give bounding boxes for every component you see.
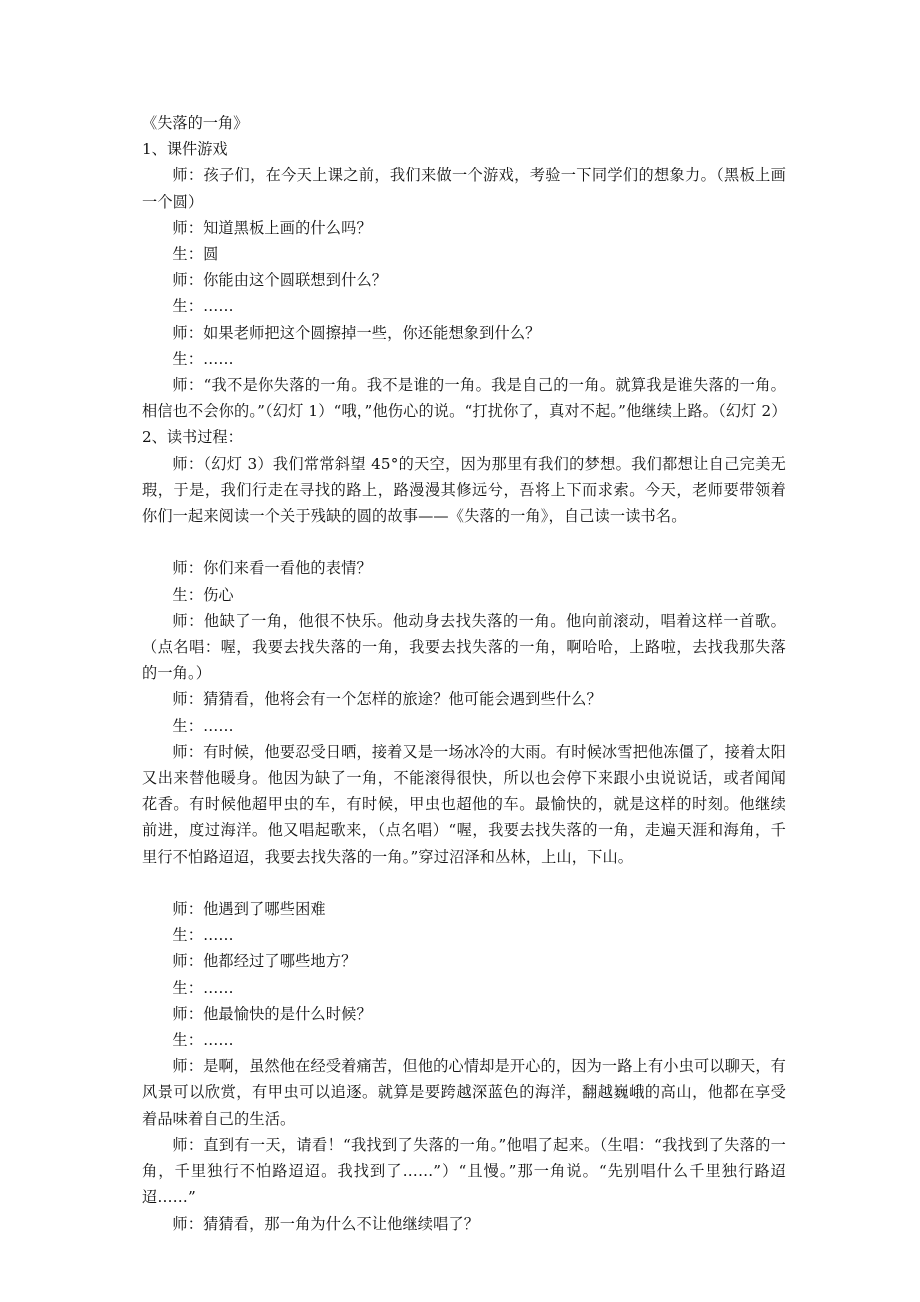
paragraph: 生：伤心 — [172, 585, 234, 604]
paragraph: 师：猜猜看，那一角为什么不让他继续唱了？ — [172, 1214, 480, 1233]
paragraph: 生：…… — [172, 1031, 234, 1050]
paragraph: 师：（幻灯 3）我们常常斜望 45°的天空，因为那里有我们的梦想。我们都想让自己完美无瑕，于是，我们行走在寻找的路上，路漫漫其修远兮，吾将上下而求索。今天，老师要带领着你们一起来阅读一个关于残缺的圆的故事——《失落的一角》，自己读一读书名。 — [142, 454, 786, 526]
paragraph: 生：…… — [172, 978, 234, 997]
paragraph: 师：你能由这个圆联想到什么？ — [172, 271, 388, 290]
paragraph: 师：如果老师把这个圆擦掉一些，你还能想象到什么？ — [172, 323, 541, 342]
paragraph: 生：…… — [172, 297, 234, 316]
paragraph: 师：是啊，虽然他在经受着痛苦，但他的心情却是开心的，因为一路上有小虫可以聊天，有风景可以欣赏，有甲虫可以追逐。就算是要跨越深蓝色的海洋，翻越巍峨的高山，他都在享受着品味着自己的生活。 — [142, 1057, 786, 1128]
paragraph: 师：“我不是你失落的一角。我不是谁的一角。我是自己的一角。就算我是谁失落的一角。相信也不会你的。”（幻灯 1）“哦，”他伤心的说。“打扰你了，真对不起。”他继续上路。（幻灯 2） — [142, 376, 787, 421]
paragraph: 师：他缺了一角，他很不快乐。他动身去找失落的一角。他向前滚动，唱着这样一首歌。（点名唱：喔，我要去找失落的一角，我要去找失落的一角，啊哈哈，上路啦，去找我那失落的一角。） — [142, 611, 786, 683]
document-text-body — [142, 110, 786, 1237]
section-heading-2: 2、读书过程： — [142, 428, 243, 447]
paragraph: 师：你们来看一看他的表情？ — [172, 559, 372, 578]
paragraph: 师：直到有一天，请看！“我找到了失落的一角。”他唱了起来。（生唱：“我找到了失落的一角，千里独行不怕路迢迢。我找到了……”）“且慢。”那一角说。“先别唱什么千里独行路迢迢……” — [142, 1135, 786, 1207]
paragraph: 生：…… — [172, 349, 234, 368]
paragraph: 生：…… — [172, 926, 234, 945]
paragraph: 生：圆 — [172, 245, 219, 264]
paragraph: 师：有时候，他要忍受日晒，接着又是一场冰冷的大雨。有时候冰雪把他冻僵了，接着太阳又出来替他暖身。他因为缺了一角，不能滚得很快，所以也会停下来跟小虫说说话，或者闻闻花香。有时候他超甲虫的车，有时候，甲虫也超他的车。最愉快的，就是这样的时刻。他继续前进，度过海洋。他又唱起歌来，（点名唱）“喔，我要去找失落的一角，走遍天涯和海角，千里行不怕路迢迢，我要去找失落的一角。”穿过沼泽和丛林，上山，下山。 — [142, 742, 786, 866]
blank-line — [142, 529, 786, 555]
paragraph: 师：猜猜看，他将会有一个怎样的旅途？他可能会遇到些什么？ — [172, 690, 602, 709]
paragraph: 师：孩子们，在今天上课之前，我们来做一个游戏，考验一下同学们的想象力。（黑板上画一个圆） — [142, 166, 786, 211]
paragraph: 师：他遇到了哪些困难 — [172, 900, 326, 919]
paragraph: 师：他最愉快的是什么时候？ — [172, 1004, 372, 1023]
blank-line — [142, 870, 786, 896]
document-title: 《失落的一角》 — [142, 114, 249, 132]
paragraph: 师：知道黑板上画的什么吗？ — [172, 218, 372, 237]
paragraph: 师：他都经过了哪些地方？ — [172, 952, 357, 971]
paragraph: 生：…… — [172, 716, 234, 735]
section-heading-1: 1、课件游戏 — [142, 140, 228, 159]
